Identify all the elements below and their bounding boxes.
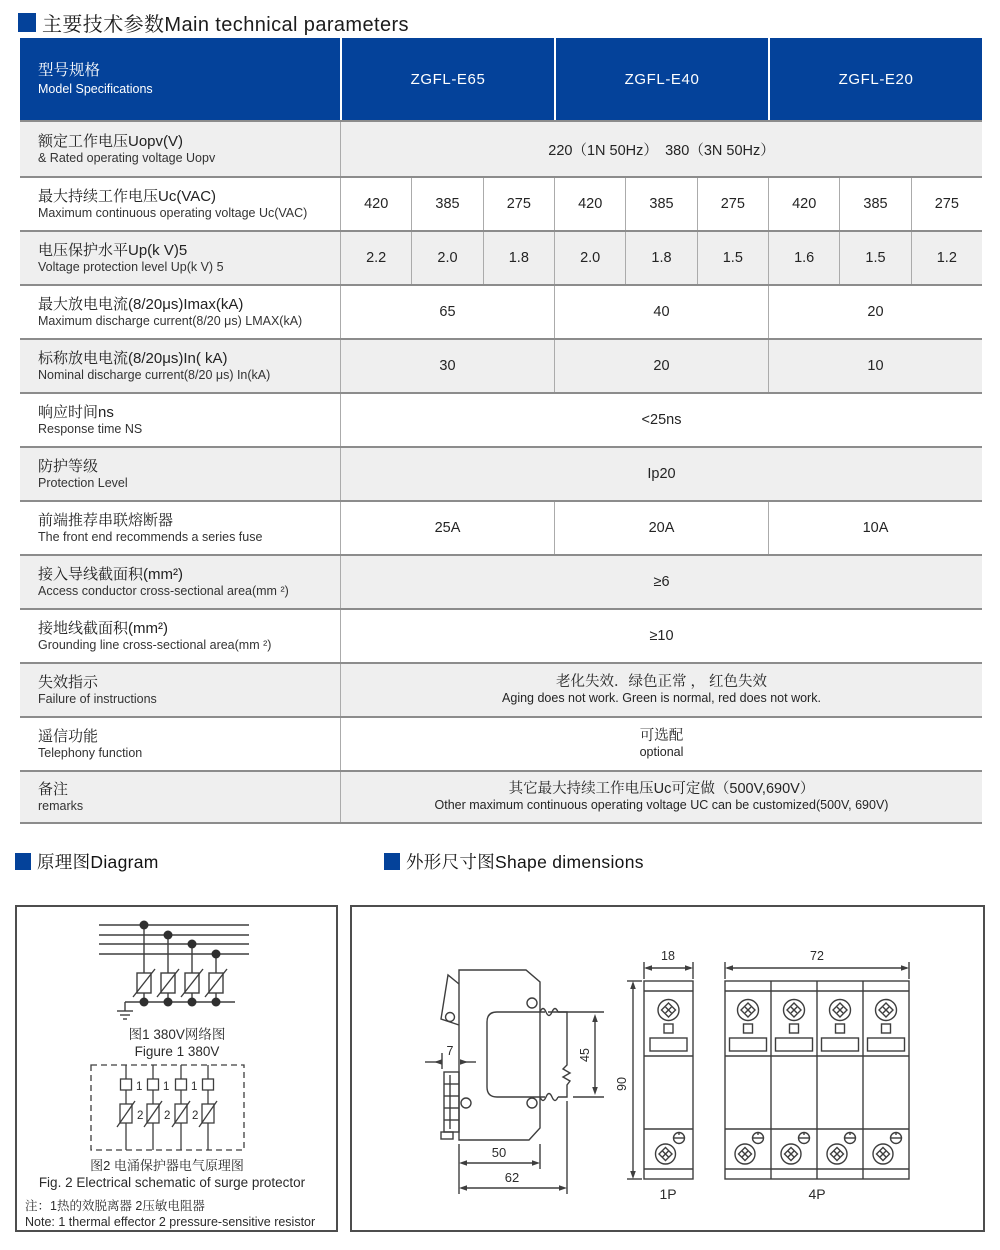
module-pole-1 [730,1000,767,1165]
table-row-max-discharge-current [20,284,982,338]
table-row-failure-indication [20,662,982,716]
header-model-spec-cell [20,38,340,120]
module-pole-3 [822,1000,859,1165]
value-cell: 385 [839,178,910,230]
screw-hole [527,1098,537,1108]
top-mount-clip [441,975,459,1025]
break-line [558,1012,570,1097]
dim-7-label: 7 [446,1044,454,1058]
row-label [20,122,340,176]
value-cell: 10A [768,502,982,554]
row-label [20,718,340,770]
part2-label: 2 [137,1110,144,1122]
shape-title-en: Shape dimensions [495,852,644,872]
module-1p [627,962,693,1179]
label-1p: 1P [659,1186,677,1202]
value-cell: 20 [554,340,768,392]
table-row-telephony-function [20,716,982,770]
value-cell: <25ns [340,394,982,446]
diagram-title-en: Diagram [90,852,159,872]
value-cell [340,664,982,716]
row-label-zh: 电压保护水平Up(k V)5 [38,241,188,259]
blue-square-bullet [384,853,400,870]
schematic-branch-4 [199,1065,217,1150]
ground-symbol [117,1002,133,1019]
value-cell: 2.0 [411,232,482,284]
row-label-zh: 遥信功能 [38,727,99,745]
row-label [20,340,340,392]
side-view [425,970,604,1194]
row-label-zh: 接地线截面积(mm²) [38,619,168,637]
row-label [20,502,340,554]
row-label-zh: 最大持续工作电压Uc(VAC) [38,187,217,205]
value-cell: 275 [697,178,768,230]
main-title-en: Main technical parameters [164,14,409,36]
row-label-en: Protection Level [38,476,128,491]
value-en: Aging does not work. Green is normal, red does not work. [502,691,821,706]
row-label [20,232,340,284]
figure2-caption-zh: 图2 电涌保护器电气原理图 [90,1158,244,1173]
dim-18-label: 18 [661,949,675,963]
value-cell: 1.2 [911,232,982,284]
row-label-zh: 接入导线截面积(mm²) [38,565,183,583]
main-title-zh: 主要技术参数 [42,14,165,36]
value-cell: 10 [768,340,982,392]
dimension-90 [627,981,642,1179]
circuit-diagram-box [15,905,338,1232]
row-label [20,178,340,230]
row-label-en: Nominal discharge current(8/20 μs) In(kA) [38,368,271,383]
table-row-nominal-discharge-current [20,338,982,392]
plug-module-outline [487,1012,545,1097]
value-cell [340,772,982,822]
value-en: Other maximum continuous operating voltage UC can be customized(500V, 690V) [434,798,889,813]
label-window [650,1038,687,1051]
row-label-en: Access conductor cross-sectional area(mm ²) [38,584,289,599]
blue-square-bullet [15,853,31,870]
value-cell: 30 [340,340,554,392]
value-cell: Ip20 [340,448,982,500]
value-cell: ≥10 [340,610,982,662]
value-cell: 25A [340,502,554,554]
figure2-note-en: Note: 1 thermal effector 2 pressure-sensitive resistor [25,1215,316,1229]
part1-label: 1 [136,1081,143,1093]
row-label [20,448,340,500]
row-label-en: Telephony function [38,746,143,761]
row-label-en: remarks [38,799,84,814]
shape-title-text [406,849,644,874]
value-cell: 20A [554,502,768,554]
dim-45-label: 45 [578,1048,592,1062]
figure1-caption-en: Figure 1 380V [134,1044,220,1059]
diagram-section-title [15,849,159,874]
module-4p [725,962,909,1179]
row-label-en: Voltage protection level Up(k V) 5 [38,260,224,275]
row-label-zh: 额定工作电压Uopv(V) [38,132,184,150]
value-cell: 1.6 [768,232,839,284]
value-cell: 385 [411,178,482,230]
shape-dimensions-box [350,905,985,1232]
screw-hole [527,998,537,1008]
main-title-text [42,8,409,37]
part1-label: 1 [163,1081,170,1093]
header-label-zh: 型号规格 [38,62,101,80]
dim-72-label: 72 [810,949,824,963]
screw-top [658,1000,679,1021]
table-row-protection-level [20,446,982,500]
din-rail-clip [441,1072,459,1139]
figure1-network-diagram [99,925,249,1019]
value-cell: ≥6 [340,556,982,608]
schematic-branch-1 [117,1065,135,1150]
value-cell: 1.8 [483,232,554,284]
value-cell: 420 [340,178,411,230]
table-row-remarks [20,770,982,824]
dim-50-label: 50 [491,1145,507,1160]
label-4p: 4P [808,1186,826,1202]
value-zh: 可选配 [639,728,684,745]
screw-hole [461,1098,471,1108]
part1-label: 1 [191,1081,198,1093]
dashed-enclosure [91,1065,244,1150]
main-section-title [18,8,409,37]
row-label-en: Failure of instructions [38,692,157,707]
value-zh: 其它最大持续工作电压Uc可定做（500V,690V） [508,781,815,798]
value-cell [340,718,982,770]
part2-label: 2 [164,1110,171,1122]
value-cell: 385 [625,178,696,230]
row-label-en: Response time NS [38,422,143,437]
spec-table [20,38,982,824]
terminal-screws-bottom [656,1133,685,1165]
module-pole-4 [868,1000,905,1165]
indicator-square [664,1024,673,1033]
row-label-zh: 响应时间ns [38,403,114,421]
row-label [20,286,340,338]
header-model-zgfl-e20: ZGFL-E20 [768,38,982,120]
row-label-zh: 最大放电电流(8/20μs)Imax(kA) [38,295,244,313]
value-cell: 275 [911,178,982,230]
value-cell: 420 [768,178,839,230]
header-label-en: Model Specifications [38,81,153,96]
row-label [20,610,340,662]
value-cell: 65 [340,286,554,338]
value-cell: 420 [554,178,625,230]
header-model-zgfl-e65: ZGFL-E65 [340,38,554,120]
figure1-caption-zh: 图1 380V网络图 [128,1027,226,1042]
value-cell: 2.2 [340,232,411,284]
row-label-zh: 失效指示 [38,673,99,691]
row-label-zh: 标称放电电流(8/20μs)In( kA) [38,349,228,367]
value-cell: 1.5 [839,232,910,284]
schematic-branch-2 [144,1065,162,1150]
value-cell: 220（1N 50Hz） 380（3N 50Hz） [340,122,982,176]
table-row-response-time [20,392,982,446]
clip-hole [446,1013,455,1022]
side-body-outline [459,970,540,1140]
table-row-voltage-protection-level [20,230,982,284]
dimension-drawing [352,907,983,1230]
schematic-branch-3 [172,1065,190,1150]
figure2-schematic [91,1065,244,1150]
shape-title-zh: 外形尺寸图 [406,852,495,872]
circuit-diagram-figure [17,907,336,1230]
value-cell: 1.8 [625,232,696,284]
table-row-series-fuse [20,500,982,554]
dim-90-label: 90 [615,1077,629,1091]
table-row-grounding-line-area [20,608,982,662]
row-label-zh: 防护等级 [38,457,99,475]
value-cell: 275 [483,178,554,230]
diagram-title-text [37,849,159,874]
table-row-access-conductor-area [20,554,982,608]
part2-label: 2 [192,1110,199,1122]
row-label-zh: 备注 [38,780,69,798]
figure2-note-zh: 注：1热的效脱离器 2压敏电阻器 [25,1199,205,1213]
row-label [20,772,340,822]
row-label-en: Maximum discharge current(8/20 μs) LMAX(kA) [38,314,303,329]
value-en: optional [639,745,684,760]
table-header-row [20,38,982,120]
header-model-zgfl-e40: ZGFL-E40 [554,38,768,120]
row-label [20,556,340,608]
dimension-45 [548,1012,604,1097]
value-cell: 1.5 [697,232,768,284]
table-row-rated-voltage [20,120,982,176]
row-label-en: & Rated operating voltage Uopv [38,151,216,166]
module-pole-2 [776,1000,813,1165]
row-label-en: The front end recommends a series fuse [38,530,263,545]
diagram-title-zh: 原理图 [37,852,91,872]
shape-section-title [384,849,644,874]
value-cell: 40 [554,286,768,338]
bus-lines [99,925,249,954]
row-label [20,394,340,446]
dim-62-label: 62 [504,1170,520,1185]
row-label-zh: 前端推荐串联熔断器 [38,511,174,529]
surge-arrester-branches [133,925,227,1002]
row-label-en: Grounding line cross-sectional area(mm ²) [38,638,272,653]
blue-square-bullet [18,13,36,32]
row-label-en: Maximum continuous operating voltage Uc(VAC) [38,206,308,221]
value-cell: 2.0 [554,232,625,284]
row-label [20,664,340,716]
value-cell: 20 [768,286,982,338]
dimension-72 [725,962,909,979]
value-zh: 老化失效．绿色正常 ， 红色失效 [555,674,768,691]
table-row-max-continuous-voltage [20,176,982,230]
figure2-caption-en: Fig. 2 Electrical schematic of surge protector [38,1175,306,1190]
